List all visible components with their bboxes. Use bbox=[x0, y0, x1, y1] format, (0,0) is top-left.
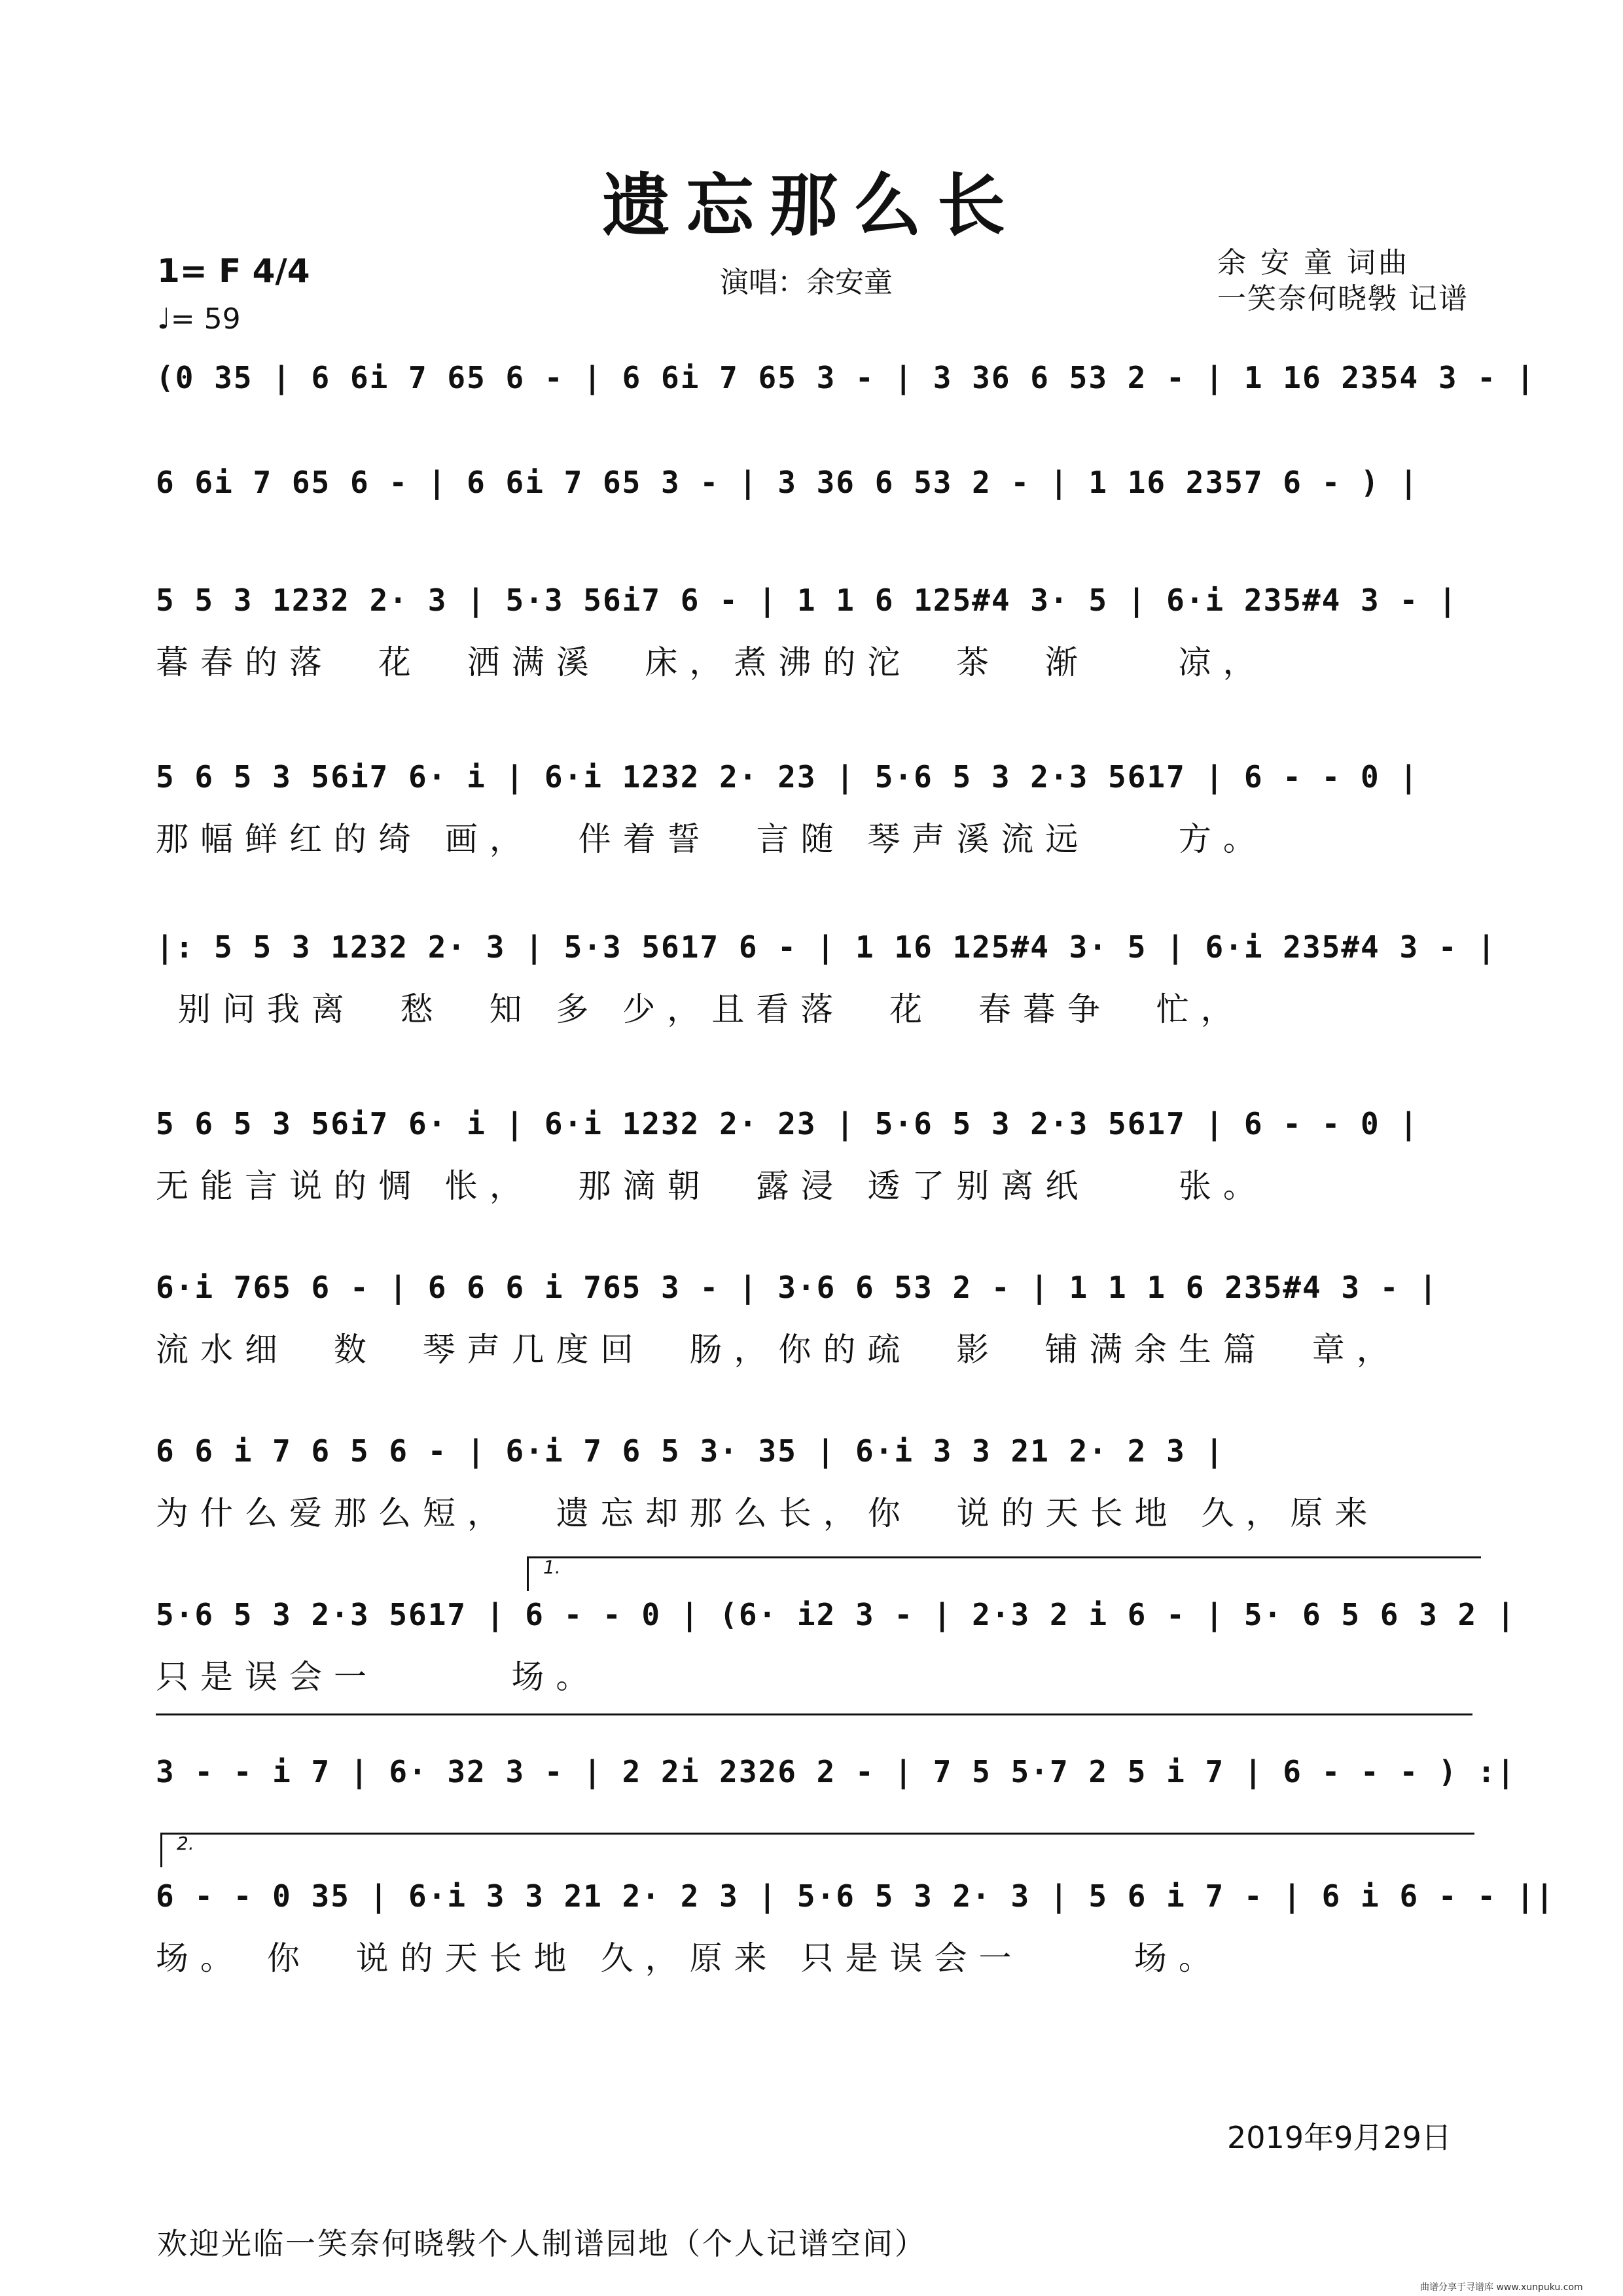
lyric-line: 场。 你 说的天长地 久，原来 只是误会一 场。 bbox=[156, 1939, 1223, 1977]
first-ending-bracket-cont bbox=[156, 1713, 1472, 1748]
lyric-line: 为什么爱那么短， 遗忘却那么长，你 说的天长地 久，原来 bbox=[156, 1494, 1380, 1532]
notation-line: 6·i 765 6 - | 6 6 6 i 765 3 - | 3·6 6 53 2 - | 1 1 1 6 235#4 3 - | bbox=[156, 1270, 1438, 1305]
singer-credit: 演唱：余安童 bbox=[720, 266, 893, 299]
notation-line: |: 5 5 3 1232 2· 3 | 5·3 5617 6 - | 1 16 125#4 3· 5 | 6·i 235#4 3 - | bbox=[156, 929, 1497, 965]
lyric-line: 流水细 数 琴声几度回 肠，你的疏 影 铺满余生篇 章， bbox=[156, 1331, 1401, 1369]
second-ending-number: 2. bbox=[177, 1833, 194, 1854]
notation-line: 6 6i 7 65 6 - | 6 6i 7 65 3 - | 3 36 6 53 2 - | 1 16 2357 6 - ) | bbox=[156, 465, 1419, 500]
site-watermark: 曲谱分享于寻谱库 www.xunpuku.com bbox=[1420, 2282, 1583, 2293]
page-title: 遗忘那么长 bbox=[601, 166, 1021, 245]
notation-line: 5 5 3 1232 2· 3 | 5·3 56i7 6 - | 1 1 6 125#4 3· 5 | 6·i 235#4 3 - | bbox=[156, 583, 1458, 618]
notation-line: (0 35 | 6 6i 7 65 6 - | 6 6i 7 65 3 - | 3 36 6 53 2 - | 1 16 2354 3 - | bbox=[156, 360, 1536, 395]
key-signature: 1= F 4/4 bbox=[157, 252, 310, 290]
notation-line: 6 6 i 7 6 5 6 - | 6·i 7 6 5 3· 35 | 6·i 3 3 21 2· 2 3 | bbox=[156, 1433, 1225, 1469]
lyric-line: 那幅鲜红的绮 画， 伴着誓 言随 琴声溪流远 方。 bbox=[156, 820, 1268, 858]
notation-line: 5 6 5 3 56i7 6· i | 6·i 1232 2· 23 | 5·6 5 3 2·3 5617 | 6 - - 0 | bbox=[156, 1106, 1419, 1141]
footer-note: 欢迎光临一笑奈何晓斅个人制谱园地（个人记谱空间） bbox=[157, 2226, 927, 2261]
notation-line: 6 - - 0 35 | 6·i 3 3 21 2· 2 3 | 5·6 5 3 2· 3 | 5 6 i 7 - | 6 i 6 - - || bbox=[156, 1878, 1555, 1914]
lyric-line: 别问我离 愁 知 多 少，且看落 花 春暮争 忙， bbox=[156, 990, 1245, 1028]
tempo-marking: ♩= 59 bbox=[157, 302, 241, 336]
notation-line: 5 6 5 3 56i7 6· i | 6·i 1232 2· 23 | 5·6 5 3 2·3 5617 | 6 - - 0 | bbox=[156, 759, 1419, 795]
first-ending-number: 1. bbox=[543, 1556, 561, 1578]
composer-credit: 余 安 童 词曲 bbox=[1217, 246, 1410, 279]
lyric-line: 无能言说的惆 怅， 那滴朝 露浸 透了别离纸 张。 bbox=[156, 1167, 1268, 1205]
transcriber-credit: 一笑奈何晓斅 记谱 bbox=[1217, 282, 1469, 315]
lyric-line: 只是误会一 场。 bbox=[156, 1658, 601, 1696]
notation-line: 3 - - i 7 | 6· 32 3 - | 2 2i 2326 2 - | 7 5 5·7 2 5 i 7 | 6 - - - ) :| bbox=[156, 1754, 1516, 1789]
first-ending-bracket bbox=[527, 1556, 1481, 1591]
date-stamp: 2019年9月29日 bbox=[1227, 2120, 1452, 2155]
notation-line: 5·6 5 3 2·3 5617 | 6 - - 0 | (6· i2 3 - | 2·3 2 i 6 - | 5· 6 5 6 3 2 | bbox=[156, 1597, 1516, 1632]
second-ending-bracket bbox=[160, 1833, 1474, 1867]
lyric-line: 暮春的落 花 洒满溪 床，煮沸的沱 茶 渐 凉， bbox=[156, 643, 1268, 681]
